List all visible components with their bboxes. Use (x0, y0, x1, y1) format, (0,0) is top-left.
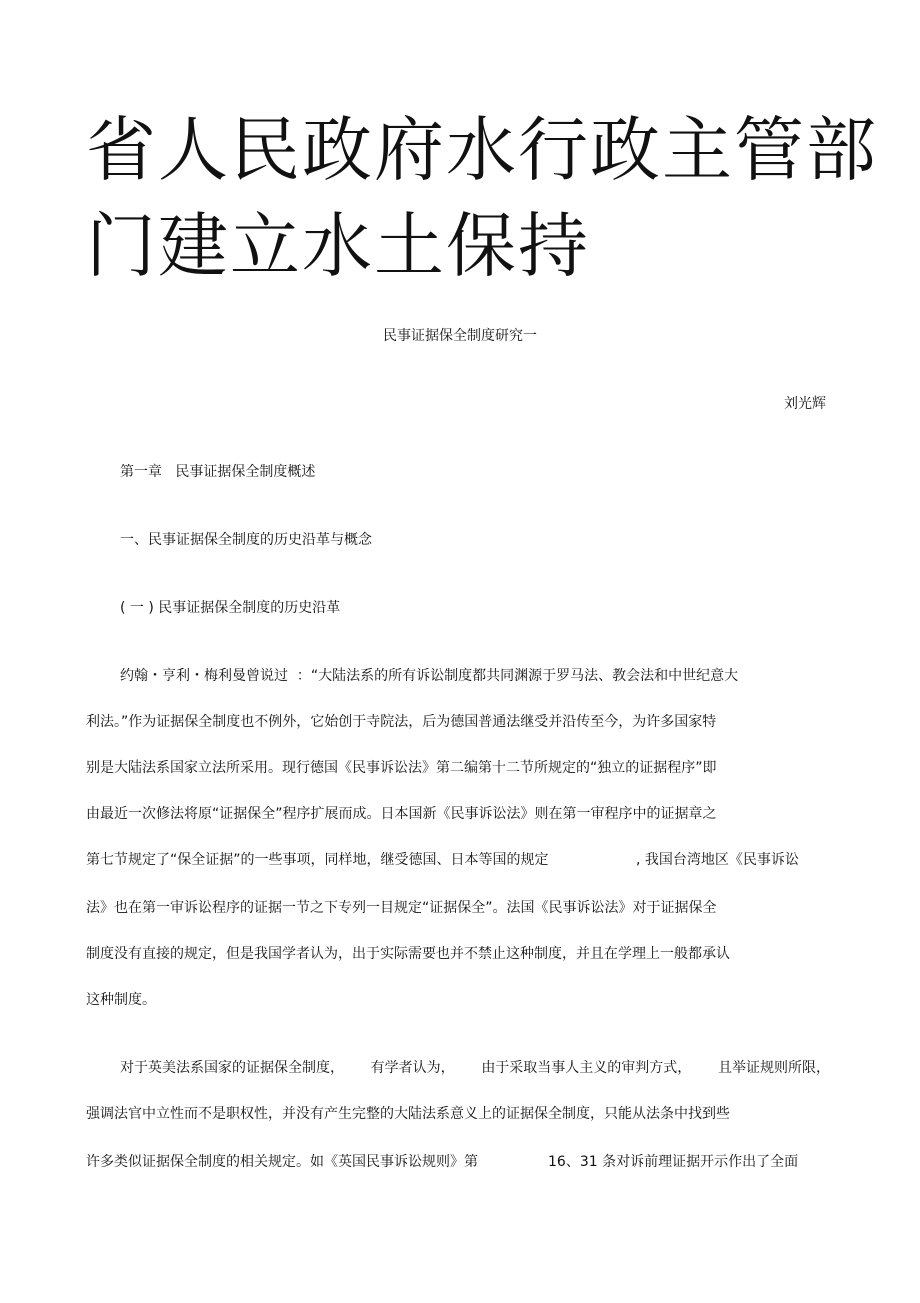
paragraph-line-spaced (120, 1058, 830, 1078)
chapter-heading: 第一章 民事证据保全制度概述 (120, 464, 316, 480)
author: 刘光辉 (784, 396, 826, 412)
text-fragment: 对于英美法系国家的证据保全制度， (120, 1060, 344, 1076)
paragraph-line: 许多类似证据保全制度的相关规定。如《英国民事诉讼规则》第 (86, 1154, 478, 1170)
paragraph-line: 强调法官中立性而不是职权性，并没有产生完整的大陆法系意义上的证据保全制度，只能从法条中找到些 (86, 1106, 730, 1122)
subsection-heading: ( 一 ) 民事证据保全制度的历史沿革 (120, 600, 341, 616)
text-fragment: 由于采取当事人主义的审判方式， (481, 1060, 692, 1076)
section-heading: 一、民事证据保全制度的历史沿革与概念 (120, 532, 372, 548)
paragraph-line: 法》也在第一审诉讼程序的证据一节之下专列一目规定“证据保全”。法国《民事诉讼法》对于证据保全 (86, 900, 717, 916)
text-fragment: 且举证规则所限， (717, 1060, 830, 1076)
paragraph-line: 别是大陆法系国家立法所采用。现行德国《民事诉讼法》第二编第十二节所规定的“独立的证据程序”即 (86, 760, 717, 776)
document-title-line-1: 省人民政府水行政主管部 (86, 109, 878, 191)
paragraph-line-fragment: 16、31 条对诉前理证据开示作出了全面 (548, 1154, 799, 1170)
paragraph-line: 由最近一次修法将原“证据保全”程序扩展而成。日本国新《民事诉讼法》则在第一审程序中的证据章之 (86, 806, 717, 822)
paragraph-line: 利法。”作为证据保全制度也不例外，它始创于寺院法，后为德国普通法继受并沿传至今，为许多国家特 (86, 714, 717, 730)
paragraph-line: 制度没有直接的规定，但是我国学者认为，出于实际需要也并不禁止这种制度，并且在学理上一般都承认 (86, 946, 730, 962)
paragraph-line-fragment: , 我国台湾地区《民事诉讼 (636, 852, 799, 868)
paragraph-line: 第七节规定了“保全证据”的一些事项，同样地，继受德国、日本等国的规定 (86, 852, 549, 868)
subtitle: 民事证据保全制度研究一 (383, 328, 537, 344)
text-fragment: 有学者认为， (370, 1060, 455, 1076)
document-title-line-2: 门建立水土保持 (86, 205, 590, 287)
paragraph-line: 这种制度。 (86, 992, 156, 1008)
paragraph-line: 约翰・亨利・梅利曼曾说过 ：“大陆法系的所有诉讼制度都共同渊源于罗马法、教会法和中世纪意大 (120, 668, 739, 684)
